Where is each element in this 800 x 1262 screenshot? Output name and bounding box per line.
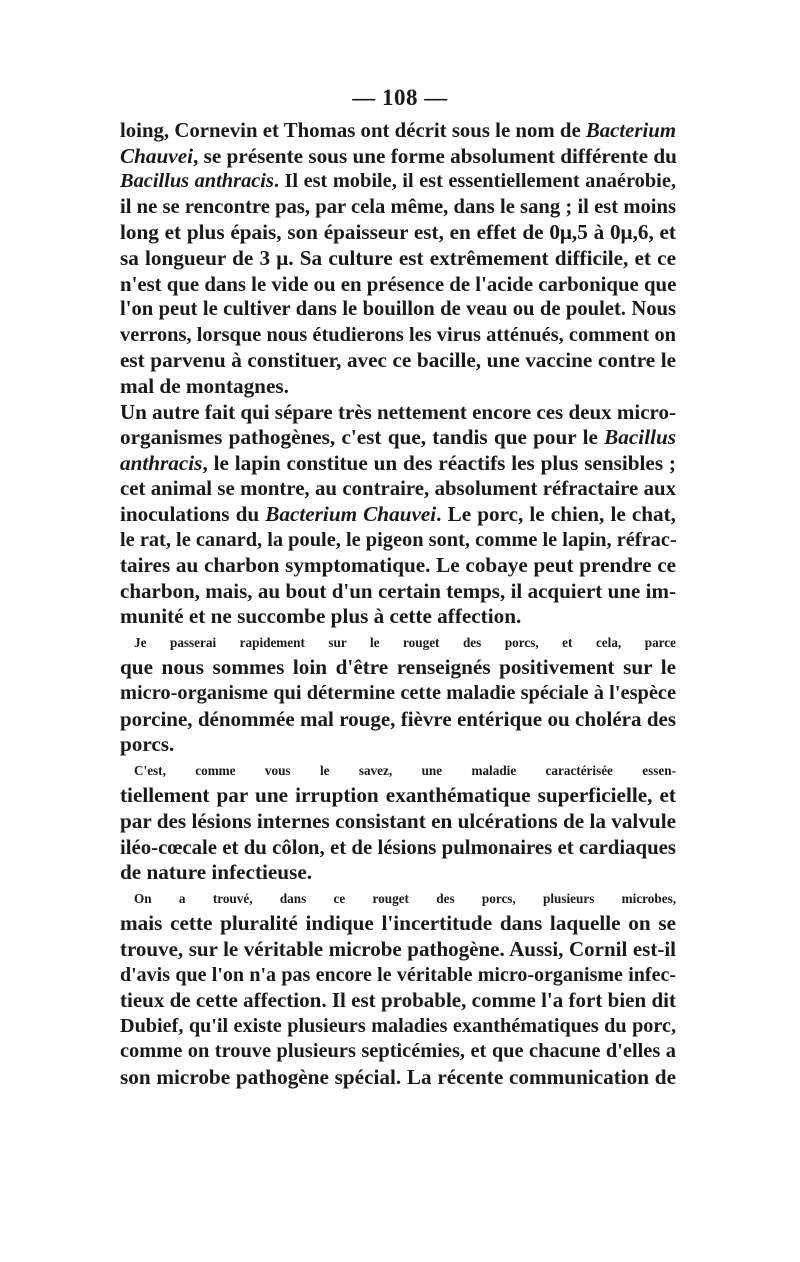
paragraph [120,118,676,400]
text-line: sa longueur de 3 μ. Sa culture est extrêmement difficile, et ce [120,245,676,270]
text-line: Je passerai rapidement sur le rouget des porcs, et cela, parce [134,634,676,650]
text-line: tiellement par une irruption exanthématique superficielle, et [120,783,676,808]
text-line: que nous sommes loin d'être renseignés positivement sur le [120,655,676,680]
text-line: comme on trouve plusieurs septicémies, et que chacune d'elles a [120,1040,676,1063]
text-line: taires au charbon symptomatique. Le cobaye peut prendre ce [120,553,676,578]
page-number: — 108 — [352,85,448,110]
text-line: est parvenu à constituer, avec ce bacille, une vaccine contre le [120,348,676,373]
text-line: trouve, sur le véritable microbe pathogène. Aussi, Cornil est-il [120,937,676,961]
paragraph [120,630,676,758]
paragraph [120,758,676,886]
text-line: On a trouvé, dans ce rouget des porcs, plusieurs microbes, [134,890,676,906]
body-text [120,118,676,1091]
text-line: Un autre fait qui sépare très nettement encore ces deux micro- [120,399,676,424]
text-line: iléo-cœcale et du côlon, et de lésions pulmonaires et cardiaques [120,835,676,859]
text-line: micro-organisme qui détermine cette maladie spéciale à l'espèce [120,682,676,705]
text-line: il ne se rencontre pas, par cela même, dans le sang ; il est moins [120,195,676,218]
text-line: son microbe pathogène spécial. La récente communication de [120,1064,676,1089]
paragraph [120,400,676,630]
text-line: porcs. [120,732,175,757]
text-line: Dubief, qu'il existe plusieurs maladies exanthématiques du porc, [120,1014,676,1037]
text-line: long et plus épais, son épaisseur est, en effet de 0μ,5 à 0μ,6, et [120,220,676,245]
text-line: mal de montagnes. [120,373,289,398]
text-line: organismes pathogènes, c'est que, tandis que pour le Bacillus [120,425,676,450]
text-line: verrons, lorsque nous étudierons les virus atténués, comment on [120,323,676,346]
paragraph [120,886,676,1091]
text-line: munité et ne succombe plus à cette affection. [120,604,522,629]
text-line: inoculations du Bacterium Chauvei. Le porc, le chien, le chat, [120,501,676,526]
text-line: cet animal se montre, au contraire, absolument réfractaire aux [120,477,676,501]
text-line: par des lésions internes consistant en ulcérations de la valvule [120,809,676,834]
text-line: porcine, dénommée mal rouge, fièvre entérique ou choléra des [120,706,676,731]
text-line: d'avis que l'on n'a pas encore le véritable micro-organisme infec- [120,963,676,986]
text-line: anthracis, le lapin constitue un des réactifs les plus sensibles ; [120,450,676,475]
text-line: l'on peut le cultiver dans le bouillon de veau ou de poulet. Nous [120,298,676,321]
text-line: Chauvei, se présente sous une forme absolument différente du [120,143,677,168]
text-line: de nature infectieuse. [120,860,313,885]
text-line: C'est, comme vous le savez, une maladie caractérisée essen- [134,762,676,778]
text-line: loing, Cornevin et Thomas ont décrit sous le nom de Bacterium [120,119,676,142]
text-line: charbon, mais, au bout d'un certain temps, il acquiert une im- [120,578,676,603]
text-line: tieux de cette affection. Il est probable, comme l'a fort bien dit [120,988,676,1013]
text-line: mais cette pluralité indique l'incertitude dans laquelle on se [120,911,676,936]
text-line: Bacillus anthracis. Il est mobile, il est essentiellement anaérobie, [120,170,676,193]
text-line: le rat, le canard, la poule, le pigeon sont, comme le lapin, réfrac- [120,528,677,551]
text-line: n'est que dans le vide ou en présence de l'acide carbonique que [120,272,677,296]
